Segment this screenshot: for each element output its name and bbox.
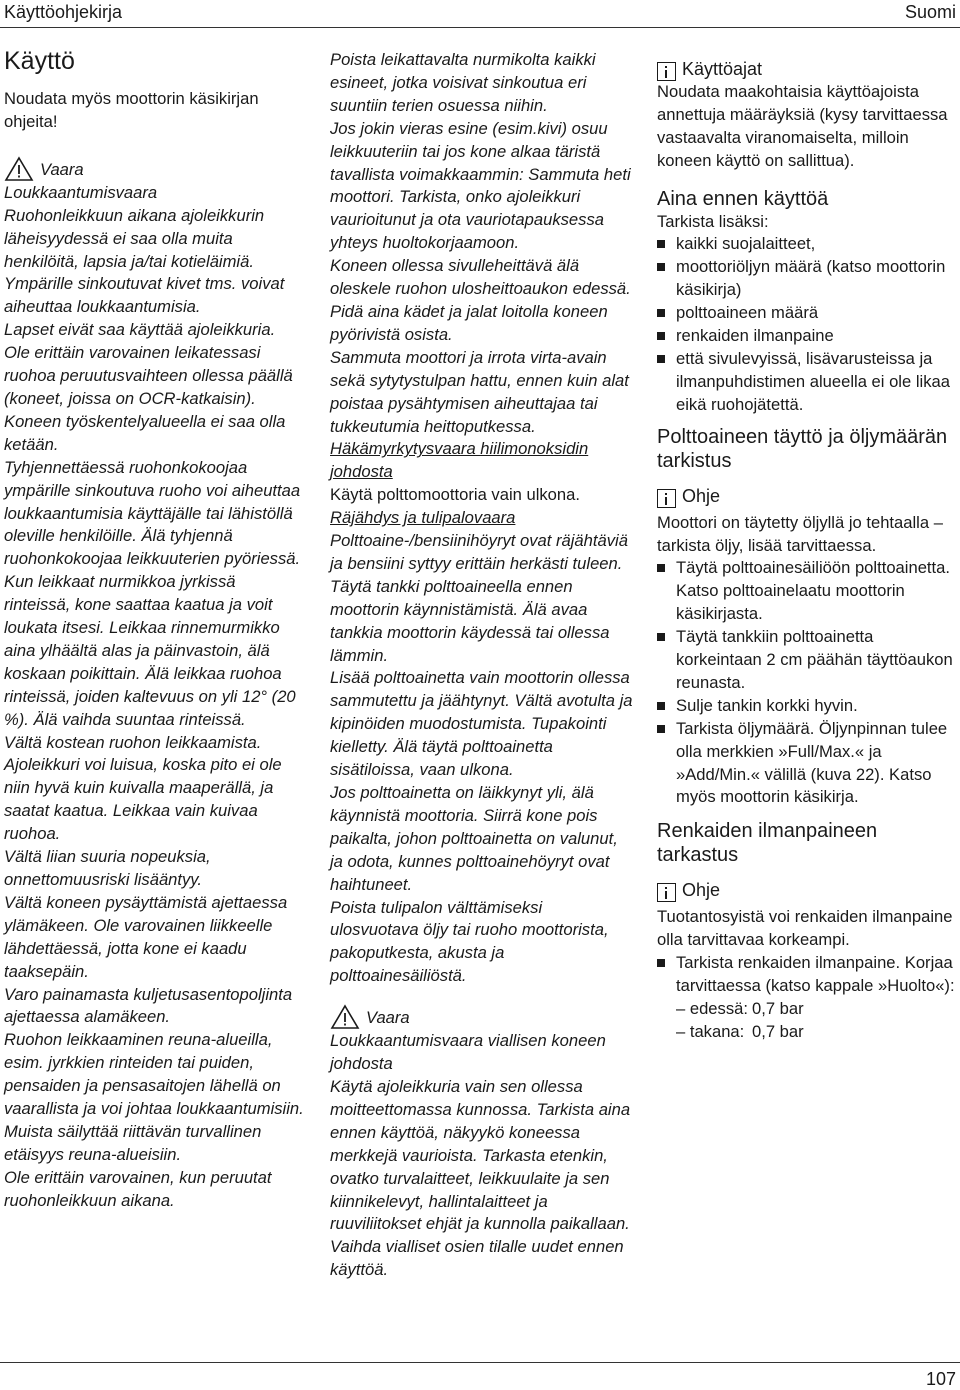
warning-label: Vaara: [40, 159, 84, 179]
info-heading: [657, 879, 960, 902]
pressure-label: – takana:: [676, 1021, 745, 1041]
column-1: [4, 30, 304, 1213]
heading-tyre: Renkaiden ilmanpaineen tarkastus: [657, 820, 878, 867]
language-label: Suomi: [904, 2, 956, 22]
paragraph: Käytä ajoleikkuria vain sen ollessa moitteettomassa kunnossa. Tarkista aina ennen käyttöä, näkyykö koneessa merkkejä vaurioista. Tarkasta etenkin, ovatko turvalaitteet, leikkuulaite ja sen kiinnikelevyt, hallintalaitteet ja ruuviliitokset ehjät ja kunnolla paikallaan. Vaihda vialliset osien tilalle uudet ennen käyttöä.: [330, 1076, 631, 1280]
info-icon: [657, 883, 676, 902]
paragraph: Poista tulipalon välttämiseksi ulosvuotava öljy tai ruoho moottorista, pakoputkesta, akusta ja polttoainesäiliöstä.: [330, 897, 609, 986]
paragraph: Vältä koneen pysäyttämistä ajettaessa ylämäkeen. Ole varovainen liikkeelle lähdettäessä, jotta kone ei kaadu taaksepäin.: [4, 892, 288, 981]
paragraph: Kun leikkaat nurmikkoa jyrkissä rinteissä, kone saattaa kaatua ja voit loukata itsesi. Leikkaa rinnemurmikko aina ylhäältä alas ja päinvastoin, älä koskaan poikittain. Älä leikkaa ruohoa rinteissä, joiden kaltevuus on yli 12° (20 %). Älä vaihda suuntaa rinteissä.: [4, 572, 296, 729]
list-item: renkaiden ilmanpaine: [657, 325, 960, 348]
pressure-rear: [657, 1021, 960, 1044]
info-heading: [657, 485, 960, 508]
paragraph: Pidä aina kädet ja jalat loitolla koneen pyörivistä osista.: [330, 301, 608, 344]
subheading-co: Häkämyrkytysvaara hiilimonoksidin johdosta: [330, 439, 589, 482]
list-item: Täytä polttoainesäiliöön polttoainetta. Katso polttoainelaatu moottorin käsikirjasta.: [657, 557, 960, 626]
list-item: Tarkista öljymäärä. Öljynpinnan tulee olla merkkien »Full/Max.« ja »Add/Min.« välillä (kuva 22). Katso myös moottorin käsikirja.: [657, 718, 960, 810]
check-list: [657, 233, 960, 416]
info-label: Käyttöajat: [682, 59, 763, 79]
warning-heading: [4, 156, 304, 182]
tyre-list: [657, 952, 960, 998]
paragraph: Poista leikattavalta nurmikolta kaikki esineet, jotka voisivat sinkoutua eri suuntiin terien osuessa niihin.: [330, 50, 596, 115]
info-label: Ohje: [682, 880, 721, 901]
warning-title: Loukkaantumisvaara viallisen koneen johdosta: [330, 1031, 606, 1074]
section-title: Käyttö: [4, 47, 75, 75]
warning-label: Vaara: [366, 1008, 410, 1028]
intro-text: Noudata myös moottorin käsikirjan ohjeita!: [4, 89, 259, 131]
pressure-value: 0,7 bar: [752, 998, 804, 1018]
info-label: Ohje: [682, 485, 721, 506]
header-rule: [0, 27, 960, 28]
info-icon: [657, 62, 676, 81]
paragraph: Jos polttoainetta on läikkynyt yli, älä käynnistä moottoria. Siirrä kone pois paikalta, johon polttoainetta on valunut, ja odota, kunnes polttoainehöyryt ovat haihtuneet.: [330, 783, 618, 894]
document-title: Käyttöohjekirja: [4, 2, 123, 22]
paragraph: Lapset eivät saa käyttää ajoleikkuria.: [4, 320, 276, 340]
warning-triangle-icon: [330, 1004, 360, 1030]
pressure-value: 0,7 bar: [752, 1021, 804, 1041]
warning-triangle-icon: [4, 156, 34, 182]
page-header: [0, 0, 960, 27]
list-item: Tarkista renkaiden ilmanpaine. Korjaa tarvittaessa (katso kappale »Huolto«):: [657, 952, 960, 998]
subheading-fire: Räjähdys ja tulipalovaara: [330, 508, 516, 528]
list-item: kaikki suojalaitteet,: [657, 233, 960, 256]
paragraph: Tuotantosyistä voi renkaiden ilmanpaine olla tarvittavaa korkeampi.: [657, 907, 953, 950]
heading-fuel: Polttoaineen täyttö ja öljymäärän tarkistus: [657, 425, 948, 472]
paragraph: Ruohon leikkaaminen reuna-alueilla, esim. jyrkkien rinteiden tai puiden, pensaiden ja pensasaitojen lähellä on vaarallista ja voi johtaa loukkaantumisiin. Muista säilyttää riittävän turvallinen etäisyys reuna-alueisiin.: [4, 1030, 304, 1164]
heading-before-use: Aina ennen käyttöä: [657, 187, 829, 210]
paragraph: Vältä kostean ruohon leikkaamista. Ajoleikkuri voi luisua, koska pito ei ole niin hyvä kuin kuivalla maaperällä, ja saatat kaatua. Leikkaa vain kuivaa ruohoa.: [4, 732, 282, 844]
pressure-label: – edessä:: [676, 998, 748, 1018]
list-item: Sulje tankin korkki hyvin.: [657, 695, 960, 718]
footer-rule: [0, 1362, 960, 1363]
paragraph: Polttoaine-/bensiinihöyryt ovat räjähtäviä ja bensiini syttyy erittäin herkästi tuleen.: [330, 531, 628, 573]
fuel-list: [657, 557, 960, 809]
column-2: [330, 49, 635, 1282]
paragraph: Ruohonleikkuun aikana ajoleikkurin läheisyydessä ei saa olla muita henkilöitä, lapsia ja/tai kotieläimiä. Ympärille sinkoutuvat kivet tms. voivat aiheuttaa loukkaantumisia.: [4, 205, 285, 317]
paragraph: Varo painamasta kuljetusasentopoljinta ajettaessa alamäkeen.: [4, 984, 293, 1027]
paragraph: Vältä liian suuria nopeuksia, onnettomuusriski lisääntyy.: [4, 847, 211, 889]
info-icon: [657, 489, 676, 508]
column-3: [657, 58, 960, 1044]
list-item: polttoaineen määrä: [657, 302, 960, 325]
paragraph: Ole erittäin varovainen, kun peruutat ruohonleikkuun aikana.: [4, 1167, 272, 1210]
warning-title: Loukkaantumisvaara: [4, 182, 158, 202]
paragraph: Noudata maakohtaisia käyttöajoista annettuja määräyksiä (kysy tarvittaessa vastaavalta viranomaiselta, milloin koneen käyttö on sallittua).: [657, 81, 948, 170]
paragraph: Ole erittäin varovainen leikatessasi ruohoa peruutusvaihteen ollessa päällä (koneet, joissa on OCR-katkaisin). Koneen työskentelyalueella ei saa olla ketään.: [4, 343, 293, 454]
paragraph: Täytä tankki polttoaineella ennen moottorin käynnistämistä. Älä avaa tankkia moottorin käydessä tai ollessa lämmin.: [330, 576, 610, 665]
pressure-front: [657, 998, 960, 1021]
paragraph: Käytä polttomoottoria vain ulkona.: [330, 485, 580, 505]
paragraph: Jos jokin vieras esine (esim.kivi) osuu leikkuuteriin tai jos kone alkaa täristä tavallista voimakkaammin: Sammuta heti moottori. Tarkista, onko ajoleikkuri vaurioitunut ja ota vauriotapauksessa yhteys huoltokorjaamoon.: [330, 118, 631, 253]
page-number: 107: [925, 1369, 956, 1389]
warning-heading: [330, 1004, 635, 1030]
check-intro: Tarkista lisäksi:: [657, 211, 769, 231]
info-heading: [657, 58, 960, 81]
list-item: moottoriöljyn määrä (katso moottorin käsikirja): [657, 256, 960, 302]
list-item: että sivulevyissä, lisävarusteissa ja ilmanpuhdistimen alueella ei ole likaa eikä ruohojätettä.: [657, 348, 960, 417]
paragraph: Koneen ollessa sivulleheittävä älä oleskele ruohon ulosheittoaukon edessä.: [330, 256, 631, 299]
paragraph: Tyhjennettäessä ruohonkokoojaa ympärille sinkoutuva ruoho voi aiheuttaa loukkaantumisia käyttäjälle tai lähistöllä oleville henkilöille. Älä tyhjennä ruohonkokoojaa leikkuuterien pyöriessä.: [4, 457, 301, 569]
list-item: Täytä tankkiin polttoainetta korkeintaan 2 cm päähän täyttöaukon reunasta.: [657, 626, 960, 695]
paragraph: Lisää polttoainetta vain moottorin ollessa sammutettu ja jäähtynyt. Vältä avotulta ja kipinöiden muodostumista. Tupakointi kielletty. Älä täytä polttoainetta sisätiloissa, vaan ulkona.: [330, 668, 633, 780]
paragraph: Moottori on täytetty öljyllä jo tehtaalla – tarkista öljy, lisää tarvittaessa.: [657, 512, 943, 555]
paragraph: Sammuta moottori ja irrota virta-avain sekä sytytystulpan hattu, ennen kuin alat poistaa pysähtymisen aiheuttajaa tai tukkeutumia heittoputkessa.: [330, 347, 629, 436]
